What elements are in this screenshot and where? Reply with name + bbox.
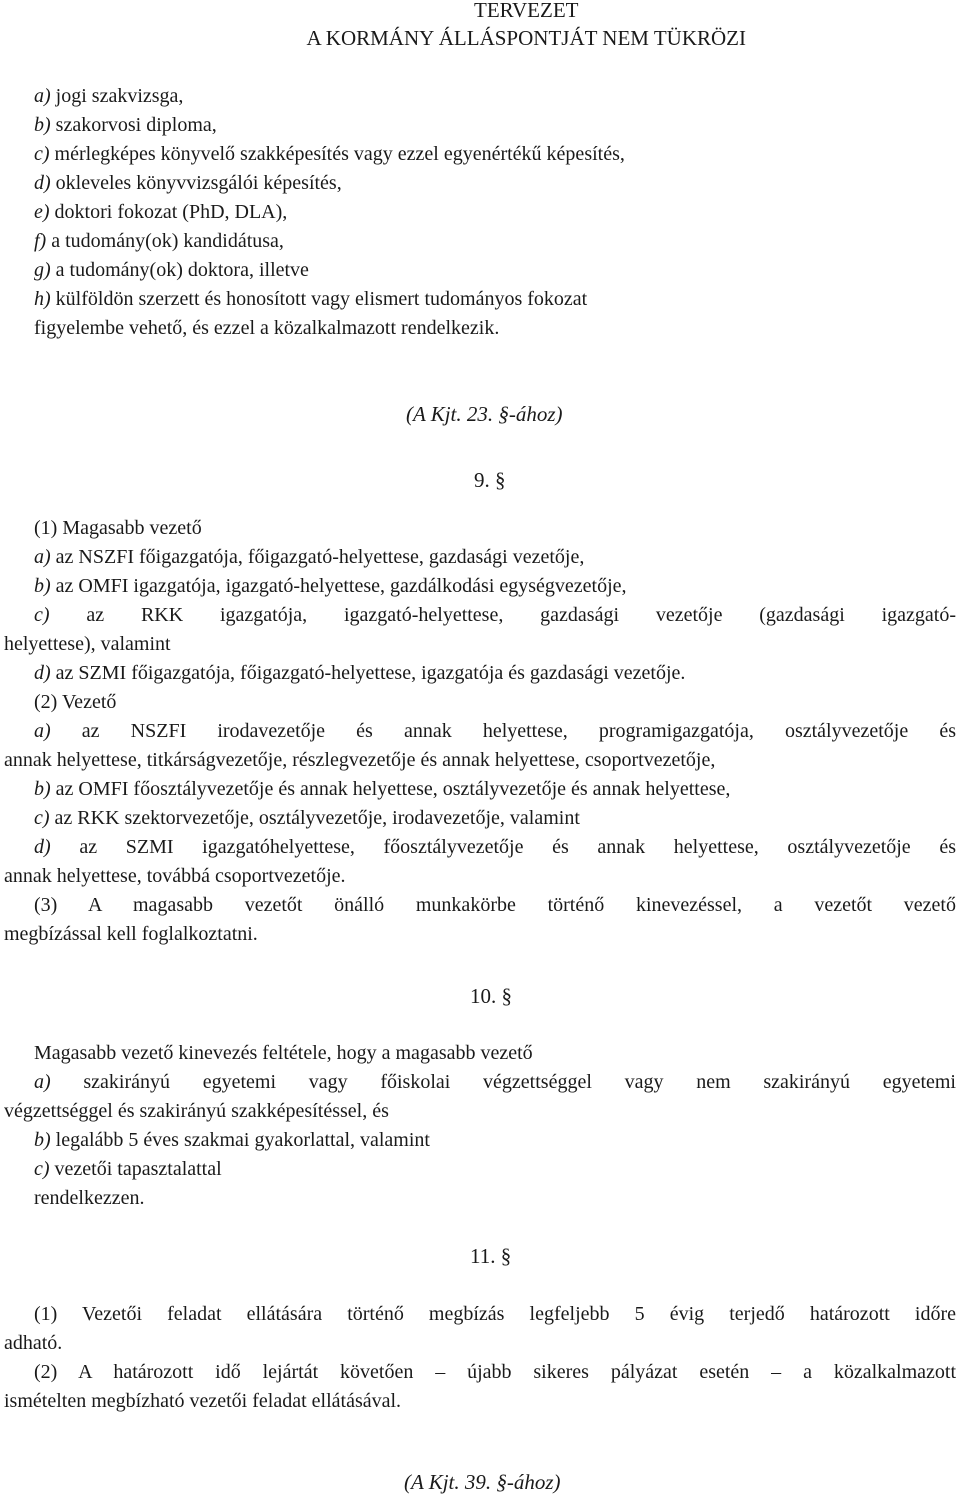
list-item: b) az OMFI igazgatója, igazgató-helyettese, gazdálkodási egységvezetője, [34,575,627,597]
list-item: c) az RKK igazgatója, igazgató-helyettese, gazdasági vezetője (gazdasági igazgató- [34,604,956,626]
paragraph-text: (1) Magasabb vezető [34,517,202,539]
section-heading-11: 11. § [470,1244,512,1268]
section-heading-10: 10. § [470,984,512,1008]
paragraph-text: (3) A magasabb vezetőt önálló munkakörbe történő kinevezéssel, a vezetőt vezető [34,894,956,916]
paragraph-text: (2) A határozott idő lejártát követően – újabb sikeres pályázat esetén – a közalkalmazott [34,1361,956,1383]
legal-reference: (A Kjt. 23. §-ához) [406,402,563,426]
list-item: a) jogi szakvizsga, [34,85,184,107]
list-item: c) az RKK szektorvezetője, osztályvezetője, irodavezetője, valamint [34,807,580,829]
list-item: f) a tudomány(ok) kandidátusa, [34,230,284,252]
header-line-1: TERVEZET [474,0,579,22]
paragraph-text: (2) Vezető [34,691,117,713]
list-item: d) okleveles könyvvizsgálói képesítés, [34,172,342,194]
list-item: a) az NSZFI irodavezetője és annak helyettese, programigazgatója, osztályvezetője és [34,720,956,742]
header-line-2: A KORMÁNY ÁLLÁSPONTJÁT NEM TÜKRÖZI [306,26,746,50]
list-item: c) mérlegképes könyvelő szakképesítés vagy ezzel egyenértékű képesítés, [34,143,625,165]
list-item: b) szakorvosi diploma, [34,114,217,136]
paragraph-text: Magasabb vezető kinevezés feltétele, hogy a magasabb vezető [34,1042,533,1064]
list-item: d) az SZMI igazgatóhelyettese, főosztályvezetője és annak helyettese, osztályvezetője és [34,836,956,858]
paragraph-text: annak helyettese, továbbá csoportvezetője. [4,865,346,887]
paragraph-text: helyettese), valamint [4,633,171,655]
paragraph-text: (1) Vezetői feladat ellátására történő megbízás legfeljebb 5 évig terjedő határozott időre [34,1303,956,1325]
list-item: g) a tudomány(ok) doktora, illetve [34,259,309,281]
paragraph-text: rendelkezzen. [34,1187,145,1209]
list-item: b) legalább 5 éves szakmai gyakorlattal, valamint [34,1129,430,1151]
list-item: c) vezetői tapasztalattal [34,1158,222,1180]
paragraph-text: annak helyettese, titkárságvezetője, részlegvezetője és annak helyettese, csoportvezetője, [4,749,716,771]
list-item: d) az SZMI főigazgatója, főigazgató-helyettese, igazgatója és gazdasági vezetője. [34,662,686,684]
paragraph-text: adható. [4,1332,63,1354]
list-item: a) az NSZFI főigazgatója, főigazgató-helyettese, gazdasági vezetője, [34,546,585,568]
list-item: a) szakirányú egyetemi vagy főiskolai végzettséggel vagy nem szakirányú egyetemi [34,1071,956,1093]
paragraph-text: végzettséggel és szakirányú szakképesítéssel, és [4,1100,389,1122]
list-item: e) doktori fokozat (PhD, DLA), [34,201,288,223]
list-closing-text: figyelembe vehető, és ezzel a közalkalmazott rendelkezik. [34,317,500,339]
section-heading-9: 9. § [474,468,506,492]
paragraph-text: megbízással kell foglalkoztatni. [4,923,258,945]
list-item: h) külföldön szerzett és honosított vagy elismert tudományos fokozat [34,288,588,310]
legal-reference: (A Kjt. 39. §-ához) [404,1470,561,1494]
draft-header [307,0,746,52]
paragraph-text: ismételten megbízható vezetői feladat ellátásával. [4,1390,402,1412]
list-item: b) az OMFI főosztályvezetője és annak helyettese, osztályvezetője és annak helyettese, [34,778,731,800]
